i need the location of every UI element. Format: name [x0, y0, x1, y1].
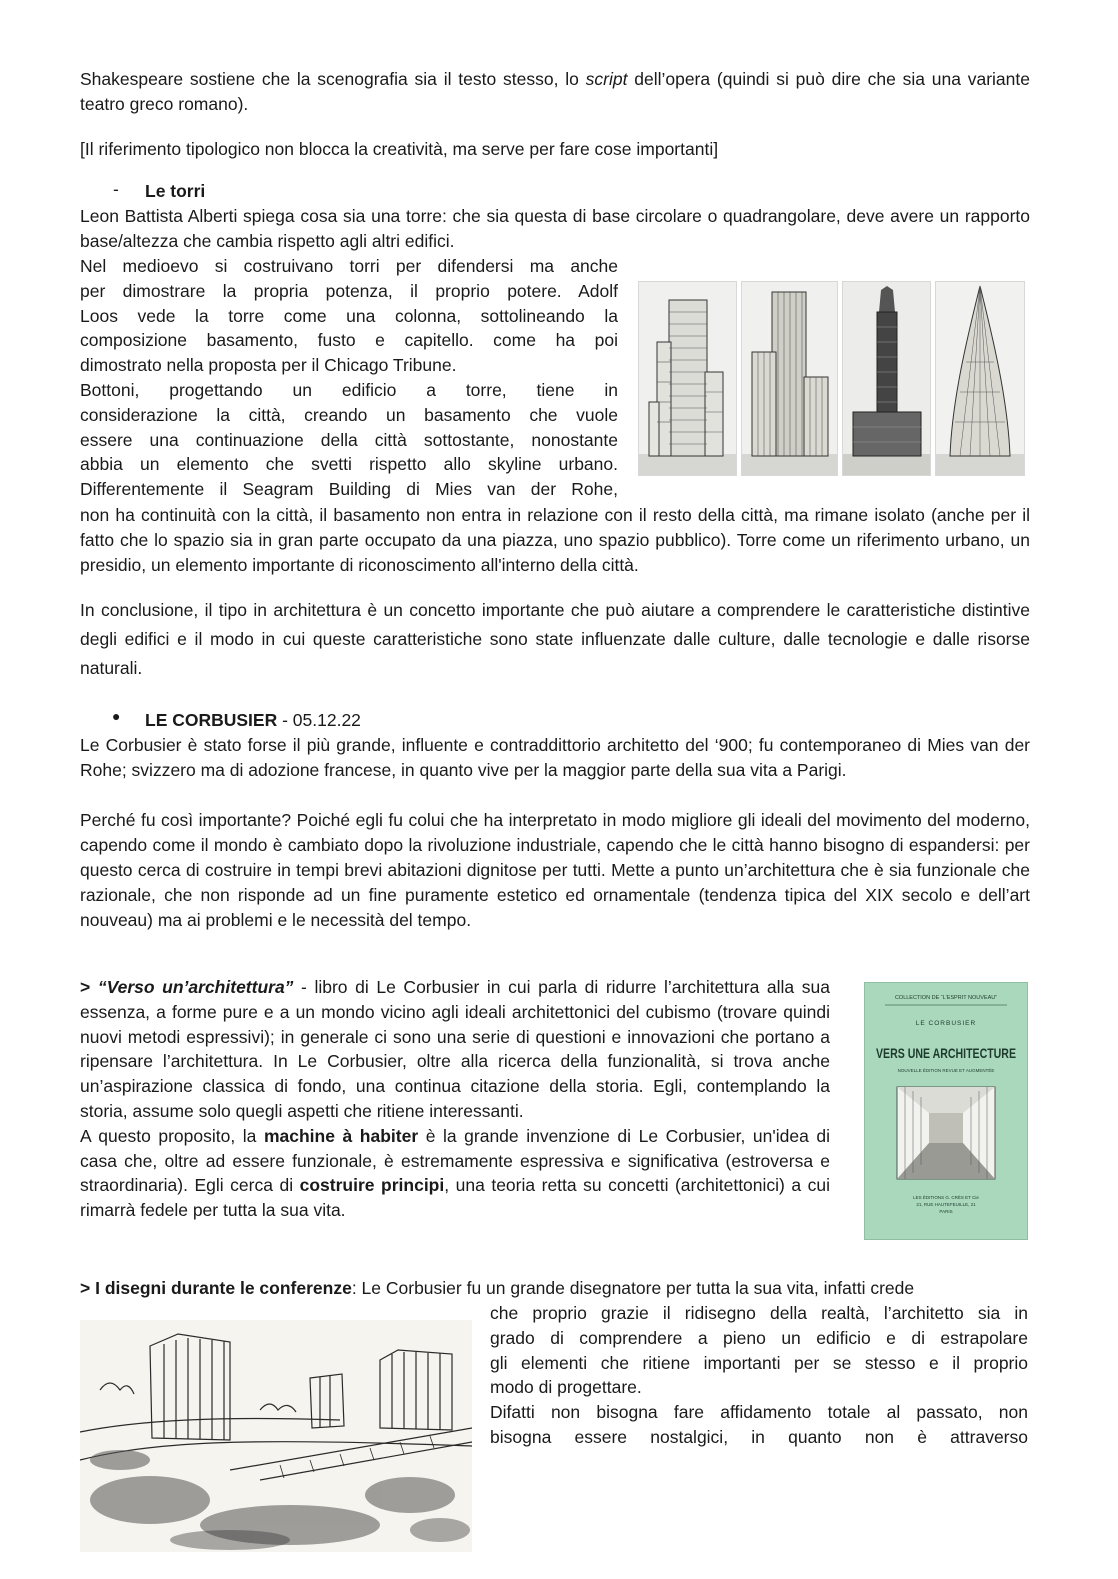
section-heading-corbusier: LE CORBUSIER - 05.12.22: [145, 710, 361, 730]
dash-bullet: -: [113, 179, 119, 199]
disegni-line: modo di progettare.: [490, 1377, 642, 1398]
verso-paragraph-1: > “Verso un’architettura” - libro di Le Corbusier in cui parla di ridurre l’architettura alla sua essenza, a forme pure e a un mondo vicino agli ideali architettonici del cubismo (trovare quindi nuovi metodi espressivi); in generale ci sono una serie di questioni e innovazioni che portano a ripensare l’architettura. In Le Corbusier, oltre alla ricerca della funzionalità, si trova anche un’aspirazione classica di fondo, una continua citazione della storia. Egli, contemplando la storia, assume solo quegli aspetti che ritiene interessanti.: [80, 977, 830, 1121]
corbusier-paragraph-2: Perché fu così importante? Poiché egli fu colui che ha interpretato in modo migliore gli ideali del movimento del moderno, capendo come il mondo è cambiato dopo la rivoluzione industriale, capendo che le città hanno bisogno di espandersi: per questo cerca di costruire in tempi brevi abitazioni dignitose per tutti. Mette a punto un’architettura che è sia funzionale che razionale, che non risponde ad un fine puramente estetico ed ornamentale (tendenza tipica del XIX secolo e dell’art nouveau) ma ai problemi e le necessità del tempo.: [80, 810, 1030, 930]
torri-line: dimostrato nella proposta per il Chicago Tribune.: [80, 355, 457, 376]
tower-image-2: [741, 281, 838, 476]
torri-line: per dimostrare la propria potenza, il proprio potere. Adolf: [80, 280, 618, 301]
verso-paragraph-2: A questo proposito, la machine à habiter è la grande invenzione di Le Corbusier, un'idea di casa che, oltre ad essere funzionale, è estremamente espressiva e significativa (estroversa e straordinaria). Egli cerca di costruire principi, una teoria retta su concetti (architettonici) a cui rimarrà fedele per tutta la sua vita.: [80, 1125, 831, 1221]
book-cover-image: [864, 982, 1028, 1240]
book-title: VERS UNE ARCHITECTURE: [876, 1045, 1016, 1061]
disegni-wrapped-text: [490, 1301, 1028, 1450]
torri-line: Bottoni, progettando un edificio a torre, tiene in: [80, 379, 618, 400]
intro-paragraph: Shakespeare sostiene che la scenografia sia il testo stesso, lo script dell’opera (quindi si può dire che sia una variante teatro greco romano).: [80, 69, 1030, 114]
sketch-image: [80, 1320, 472, 1552]
book-subtitle: NOUVELLE ÉDITION REVUE ET AUGMENTÉE: [897, 1068, 995, 1073]
torri-paragraph-1: Leon Battista Alberti spiega cosa sia una torre: che sia questa di base circolare o quadrangolare, deve avere un rapporto base/altezza che cambia rispetto agli altri edifici.: [80, 206, 1030, 251]
section-heading-torri: Le torri: [145, 181, 206, 201]
tower-image-3: [842, 281, 931, 476]
disegni-line: Difatti non bisogna fare affidamento totale al passato, non: [490, 1402, 1028, 1423]
book-place: PARIS: [939, 1209, 953, 1214]
corbusier-paragraph-1: Le Corbusier è stato forse il più grande, influente e contraddittorio architetto del ‘900; fu contemporaneo di Mies van der Rohe; svizzero ma di adozione francese, in quanto vive per la maggior parte della sua vita a Parigi.: [80, 735, 1030, 780]
tower-image-4: [935, 281, 1025, 476]
book-address: 21, RUE HAUTEFEUILLE, 21: [916, 1202, 976, 1207]
dot-bullet: ●: [112, 708, 121, 724]
torri-line: Loos vede la torre come una colonna, sottolineando la: [80, 305, 618, 326]
torri-line: essere una continuazione della città sottostante, nonostante: [80, 429, 618, 450]
disegni-first-line: > I disegni durante le conferenze: Le Corbusier fu un grande disegnatore per tutta la sua vita, infatti crede: [80, 1278, 915, 1298]
torri-line: Differentemente il Seagram Building di Mies van der Rohe,: [80, 479, 618, 500]
verso-section: [80, 975, 830, 1223]
torri-line: abbia un elemento che svetti rispetto allo skyline urbano.: [80, 454, 618, 475]
torri-line: Nel medioevo si costruivano torri per difendersi ma anche: [80, 256, 618, 276]
book-publisher: LES ÉDITIONS G. CRÈS ET Cie: [913, 1195, 979, 1200]
conclusion-paragraph: In conclusione, il tipo in architettura è un concetto importante che può aiutare a comprendere le caratteristiche distintive degli edifici e il modo in cui queste caratteristiche sono state influenzate dalle culture, dalle tecnologie e dalle risorse naturali.: [80, 600, 1030, 678]
disegni-line: che proprio grazie il ridisegno della realtà, l’architetto sia in: [490, 1303, 1028, 1323]
book-author: LE CORBUSIER: [915, 1020, 977, 1027]
torri-line: considerazione la città, creando un basamento che vuole: [80, 404, 618, 425]
torri-paragraph-3: non ha continuità con la città, il basamento non entra in relazione con il resto della città, ma rimane isolato (anche per il fatto che lo spazio sia in gran parte occupato da una piazza, uno spazio pubblico). Torre come un riferimento urbano, un presidio, un elemento importante di riconoscimento all'interno della città.: [80, 505, 1030, 575]
tower-image-1: [638, 281, 737, 476]
torri-line: composizione basamento, fusto e capitello. come ha poi: [80, 330, 618, 351]
disegni-line: grado di comprendere a pieno un edificio e di estrapolare: [490, 1327, 1028, 1348]
torri-wrapped-text: [80, 254, 618, 502]
disegni-line: gli elementi che ritiene importanti per se stesso e il proprio: [490, 1352, 1028, 1373]
disegni-line: bisogna essere nostalgici, in quanto non è attraverso: [490, 1426, 1028, 1447]
book-series: COLLECTION DE “L'ESPRIT NOUVEAU”: [894, 995, 998, 1001]
note-paragraph: [Il riferimento tipologico non blocca la creatività, ma serve per fare cose importanti]: [80, 139, 719, 159]
